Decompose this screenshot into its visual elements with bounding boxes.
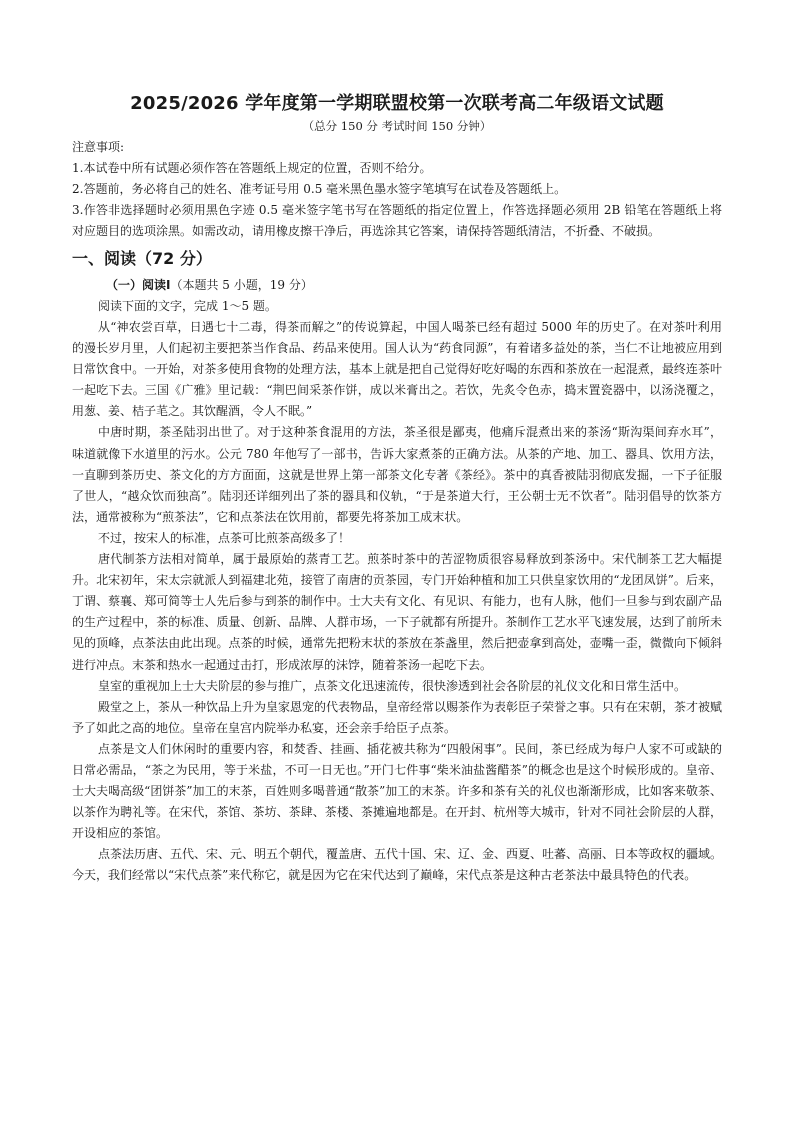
- exam-page: [72, 92, 722, 887]
- note-item: 2.答题前，务必将自己的姓名、准考证号用 0.5 毫米黑色墨水签字笔填写在试卷及答题纸上。: [72, 182, 567, 196]
- subsection-heading: [72, 275, 722, 296]
- note-item: 3.作答非选择题时必须用黑色字迹 0.5 毫米签字笔书写在答题纸的指定位置上，作答选择题必须用 2B 铅笔在答题纸上将对应题目的选项涂黑。如需改动，请用橡皮擦干净后，再选涂其它答案，请保持答题纸清洁，不折叠、不破损。: [72, 203, 722, 238]
- passage-paragraph: 从“神农尝百草，日遇七十二毒，得茶而解之”的传说算起，中国人喝茶已经有超过 5000 年的历史了。在对茶叶利用的漫长岁月里，人们起初主要把茶当作食品、药品来使用。国人认为“药食同源”，有着诸多益处的茶，当仁不让地被应用到日常饮食中。一开始，对茶多使用食物的处理方法，基本上就是把自己觉得好吃好喝的东西和茶放在一起混煮，最终连茶叶一起吃下去。三国《广雅》里记载：“荆巴间采茶作饼，成以米膏出之。若饮，先炙令色赤，捣末置瓷器中，以汤浇覆之，用葱、姜、桔子芼之。其饮醒酒，令人不眠。”: [72, 320, 722, 419]
- passage-paragraph: 不过，按宋人的标准，点茶可比煎茶高级多了！: [98, 530, 351, 545]
- exam-title: 2025/2026 学年度第一学期联盟校第一次联考高二年级语文试题: [130, 93, 664, 114]
- passage-paragraph: 皇室的重视加上士大夫阶层的参与推广，点茶文化迅速流传，很快渗透到社会各阶层的礼仪文化和日常生活中。: [98, 678, 687, 693]
- passage-paragraph: 中唐时期，茶圣陆羽出世了。对于这种茶食混用的方法，茶圣很是鄙夷，他痛斥混煮出来的茶汤“斯沟渠间弃水耳”，味道就像下水道里的污水。公元 780 年他写了一部书，告诉大家煮茶的正确方法。从茶的产地、加工、器具、饮用方法，一直聊到茶历史、茶文化的方方面面，这就是世界上第一部茶文化专著《茶经》。茶中的真香被陆羽彻底发掘，一下子征服了世人，“越众饮而独高”。陆羽还详细列出了茶的器具和仪轨，“于是茶道大行，王公朝士无不饮者”。陆羽倡导的饮茶方法，通常被称为“煎茶法”，它和点茶法在饮用前，都要先将茶加工成末状。: [72, 425, 722, 524]
- notes-title: 注意事项:: [72, 140, 125, 154]
- subsection-info: （本题共 5 小题，19 分）: [170, 278, 313, 292]
- section-heading: 一、阅读（72 分）: [72, 249, 212, 268]
- subsection-label: （一）阅读Ⅰ: [106, 278, 171, 292]
- passage-paragraph: 殿堂之上，茶从一种饮品上升为皇家恩宠的代表物品，皇帝经常以赐茶作为表彰臣子荣誉之事。只有在宋朝，茶才被赋予了如此之高的地位。皇帝在皇宫内院举办私宴，还会亲手给臣子点茶。: [72, 699, 723, 735]
- passage-paragraph: 点茶是文人们休闲时的重要内容，和焚香、挂画、插花被共称为“四般闲事”。民间，茶已经成为每户人家不可或缺的日常必需品，“茶之为民用，等于米盐，不可一日无也。”开门七件事“柴米油盐酱醋茶”的概念也是这个时候形成的。皇帝、士大夫喝高级“团饼茶”加工的末茶，百姓则多喝普通“散茶”加工的末茶。许多和茶有关的礼仪也渐渐形成，比如客来敬茶、以茶作为聘礼等。在宋代，茶馆、茶坊、茶肆、茶楼、茶摊遍地都是。在开封、杭州等大城市，针对不同社会阶层的人群，开设相应的茶馆。: [72, 741, 722, 841]
- passage-paragraph: 唐代制茶方法相对简单，属于最原始的蒸青工艺。煎茶时茶中的苦涩物质很容易释放到茶汤中。宋代制茶工艺大幅提升。北宋初年，宋太宗就派人到福建北苑，接管了南唐的贡茶园，专门开始种植和加工只供皇家饮用的“龙团凤饼”。后来，丁谓、蔡襄、郑可简等士人先后参与到茶的制作中。士大夫有文化、有见识、有能力，也有人脉，他们一旦参与到农副产品的生产过程中，茶的标准、质量、创新、品牌、人群市场，一下子就都有所提升。茶制作工艺水平飞速发展，达到了前所未见的顶峰，点茶法由此出现。点茶的时候，通常先把粉末状的茶放在茶盏里，然后把壶拿到高处，壶嘴一歪，微微向下倾斜进行冲点。末茶和热水一起通过击打，形成浓厚的沫饽，随着茶汤一起吃下去。: [72, 552, 722, 672]
- note-item: 1.本试卷中所有试题必须作答在答题纸上规定的位置，否则不给分。: [72, 161, 432, 175]
- exam-subtitle: （总分 150 分 考试时间 150 分钟）: [302, 119, 492, 133]
- reading-instruction: 阅读下面的文字，完成 1～5 题。: [98, 299, 277, 313]
- passage-paragraph: 点茶法历唐、五代、宋、元、明五个朝代，覆盖唐、五代十国、宋、辽、金、西夏、吐蕃、高丽、日本等政权的疆域。今天，我们经常以“宋代点茶”来代称它，就是因为它在宋代达到了巅峰，宋代点茶是这种古老茶法中最具特色的代表。: [72, 847, 723, 883]
